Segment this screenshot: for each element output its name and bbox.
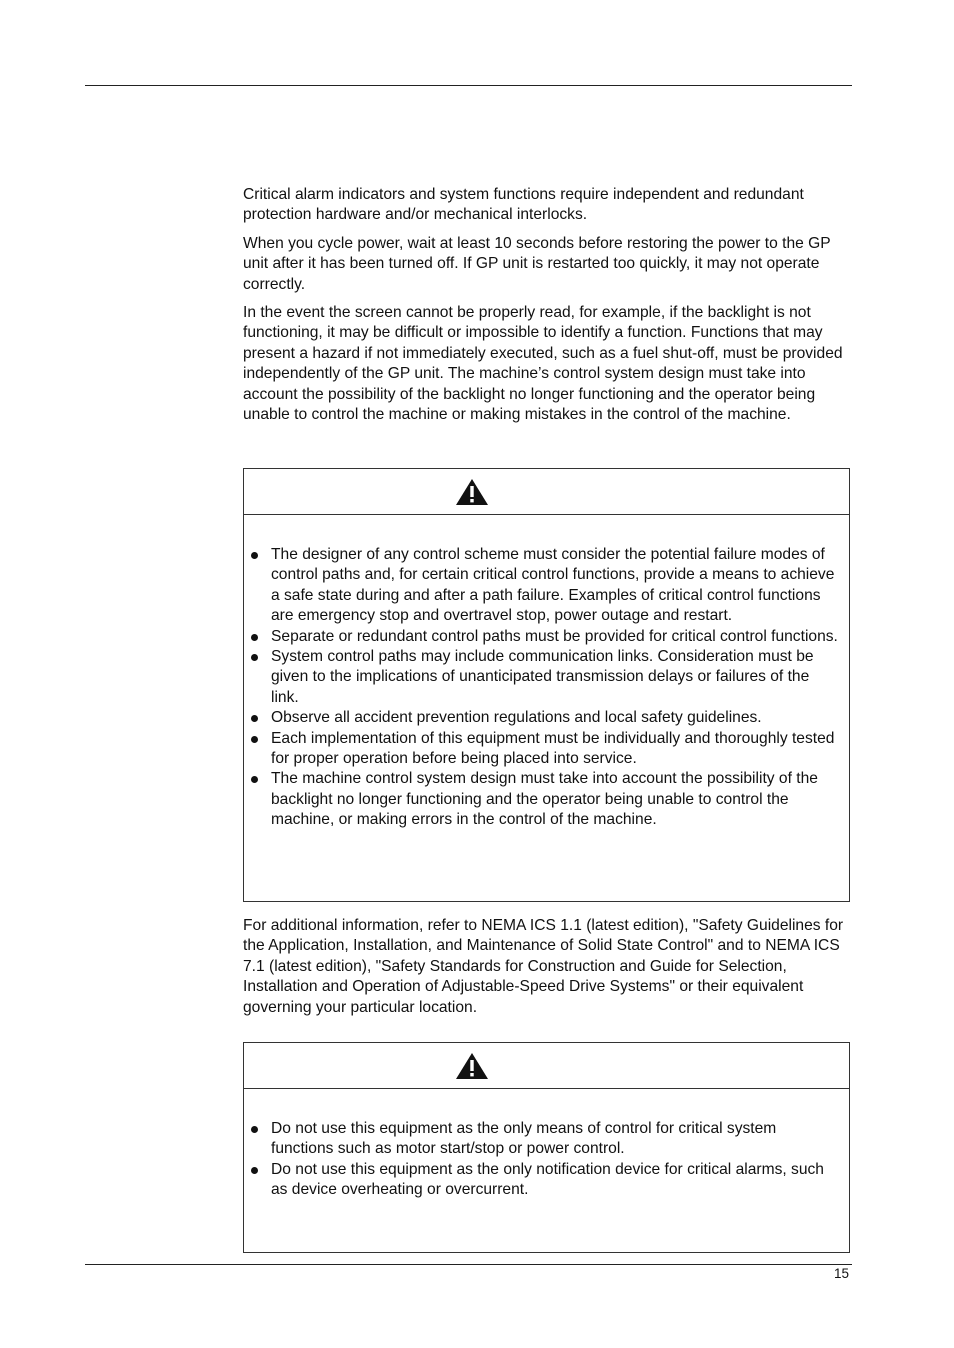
warning-box-body	[244, 1089, 849, 1201]
warning-box	[243, 1042, 850, 1253]
bullet-icon	[251, 654, 258, 661]
paragraph: In the event the screen cannot be properly read, for example, if the backlight is not functioning, it may be difficult or impossible to identify a function. Functions that may present a hazard if not immediately executed, such as a fuel shut-off, must be provided independently of the GP unit. The machine’s control system design must take into account the possibility of the backlight no longer functioning and the operator being unable to control the machine or making mistakes in the control of the machine.	[243, 304, 843, 424]
paragraph: Critical alarm indicators and system functions require independent and redundant protection hardware and/or mechanical interlocks.	[243, 186, 804, 224]
list-item: Do not use this equipment as the only notification device for critical alarms, such as device overheating or overcurrent.	[250, 1160, 841, 1201]
bullet-icon	[251, 634, 258, 641]
warning-box	[243, 468, 850, 902]
header-rule	[85, 85, 852, 86]
list-item: System control paths may include communication links. Consideration must be given to the implications of unanticipated transmission delays or failures of the link.	[250, 647, 841, 708]
list-item: Separate or redundant control paths must be provided for critical control functions.	[250, 627, 841, 647]
list-item: The designer of any control scheme must consider the potential failure modes of control paths and, for certain critical control functions, provide a means to achieve a safe state during and after a path failure. Examples of critical control functions are emergency stop and overtravel stop, power outage and restart.	[250, 545, 841, 627]
bullet-icon	[251, 736, 258, 743]
bullet-icon	[251, 1167, 258, 1174]
warning-box-body	[244, 515, 849, 831]
warning-box-header	[244, 1043, 849, 1089]
list-item: Do not use this equipment as the only means of control for critical system functions such as motor start/stop or power control.	[250, 1119, 841, 1160]
footer-rule	[85, 1264, 852, 1265]
bullet-icon	[251, 552, 258, 559]
list-item: Each implementation of this equipment must be individually and thoroughly tested for proper operation before being placed into service.	[250, 729, 841, 770]
paragraph: When you cycle power, wait at least 10 seconds before restoring the power to the GP unit after it has been turned off. If GP unit is restarted too quickly, it may not operate correctly.	[243, 234, 831, 293]
bullet-icon	[251, 715, 258, 722]
list-item: The machine control system design must take into account the possibility of the backlight no longer functioning and the operator being unable to control the machine, or making errors in the control of the machine.	[250, 769, 841, 830]
warning-box-header	[244, 469, 849, 515]
warning-list	[250, 545, 841, 831]
paragraph: For additional information, refer to NEMA ICS 1.1 (latest edition), "Safety Guidelines for the Application, Installation, and Maintenance of Solid State Control" and to NEMA ICS 7.1 (latest edition), "Safety Standards for Construction and Guide for Selection, Installation and Operation of Adjustable-Speed Drive Systems" or their equivalent governing your particular location.	[243, 917, 844, 1016]
bullet-icon	[251, 776, 258, 783]
warning-list	[250, 1119, 841, 1201]
list-item: Observe all accident prevention regulations and local safety guidelines.	[250, 708, 841, 728]
reference-section	[243, 916, 851, 1026]
bullet-icon	[251, 1126, 258, 1133]
warning-triangle-icon	[455, 1052, 489, 1080]
page-number: 15	[833, 1266, 849, 1281]
intro-section	[243, 185, 851, 433]
warning-triangle-icon	[455, 478, 489, 506]
